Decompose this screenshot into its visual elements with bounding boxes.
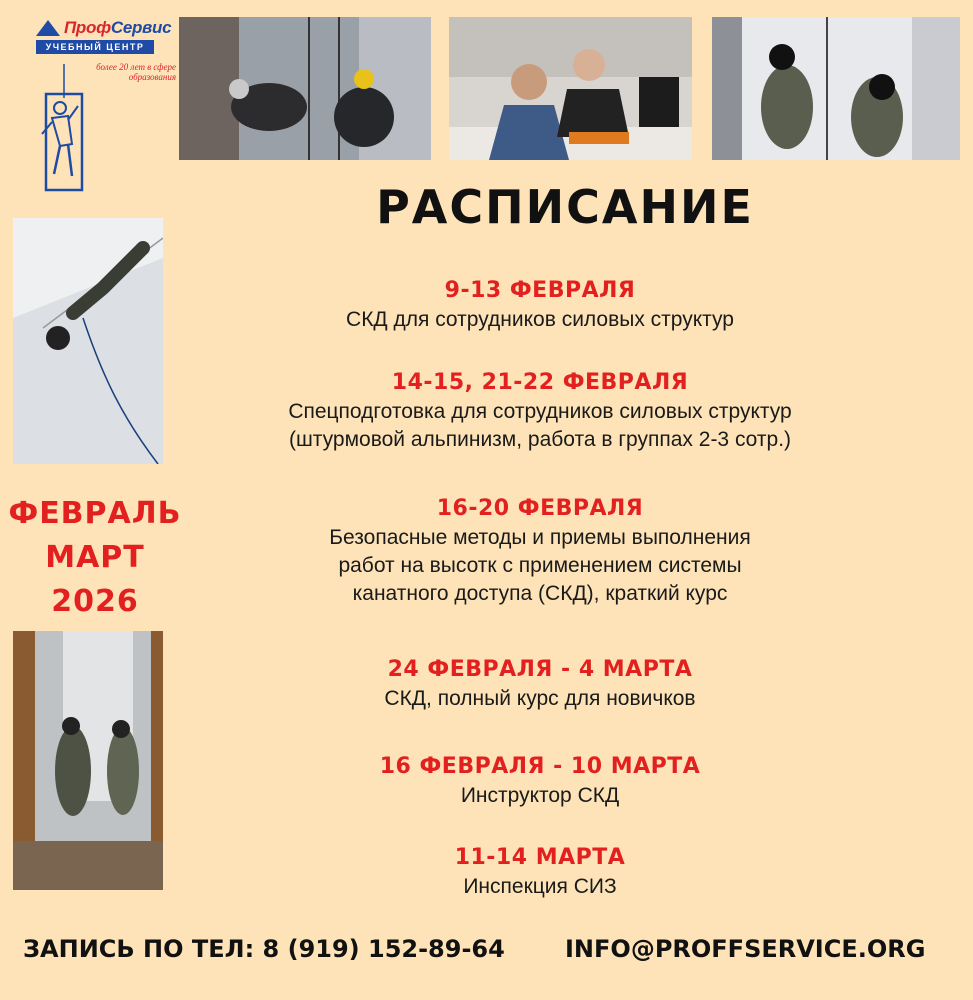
logo-brand: ПрофСервис [64,18,172,37]
schedule-item [220,655,860,713]
page-title: РАСПИСАНИЕ [376,180,754,234]
photo-building-assault [13,631,163,890]
schedule-desc: СКД, полный курс для новичков [384,687,696,710]
photo-classroom-training [449,17,692,160]
photo-climbing-training [179,17,431,160]
period-month-2: МАРТ [45,540,145,575]
period-year: 2026 [51,584,139,619]
schedule-desc: работ на высотк с применением системы [338,554,742,577]
schedule-desc: СКД для сотрудников силовых структур [346,308,734,331]
schedule-desc: Спецподготовка для сотрудников силовых структур [288,400,792,423]
schedule-date: 16-20 ФЕВРАЛЯ [436,496,644,521]
schedule-desc: Инструктор СКД [460,784,620,807]
climber-figure-icon [38,64,90,194]
company-logo [36,18,176,198]
phone-contact[interactable]: ЗАПИСЬ ПО ТЕЛ: 8 (919) 152-89-64 [23,935,505,963]
mountain-logo-icon [36,20,60,36]
schedule-desc: Инспекция СИЗ [463,875,617,898]
photo-rope-descent [13,218,163,464]
schedule-desc: канатного доступа (СКД), краткий курс [352,582,728,605]
schedule-date: 11-14 МАРТА [454,845,626,870]
schedule-date: 16 ФЕВРАЛЯ - 10 МАРТА [379,754,701,779]
schedule-date: 14-15, 21-22 ФЕВРАЛЯ [391,370,689,395]
schedule-item [220,843,860,901]
schedule-item [220,368,860,454]
schedule-date: 24 ФЕВРАЛЯ - 4 МАРТА [387,657,693,682]
schedule-item [220,752,860,810]
schedule-desc: Безопасные методы и приемы выполнения [329,526,751,549]
schedule-item [220,276,860,334]
contact-footer [0,927,973,971]
photo-tactical-descent [712,17,960,160]
email-link[interactable]: INFO@PROFFSERVICE.ORG [565,935,926,963]
logo-tagline: более 20 лет в сфере образования [96,62,176,82]
schedule-item [220,494,860,608]
period-label [0,492,190,624]
schedule-date: 9-13 ФЕВРАЛЯ [444,278,636,303]
schedule-desc: (штурмовой альпинизм, работа в группах 2-3 сотр.) [288,428,792,451]
logo-subtitle: УЧЕБНЫЙ ЦЕНТР [36,40,154,54]
period-month-1: ФЕВРАЛЬ [8,496,182,531]
